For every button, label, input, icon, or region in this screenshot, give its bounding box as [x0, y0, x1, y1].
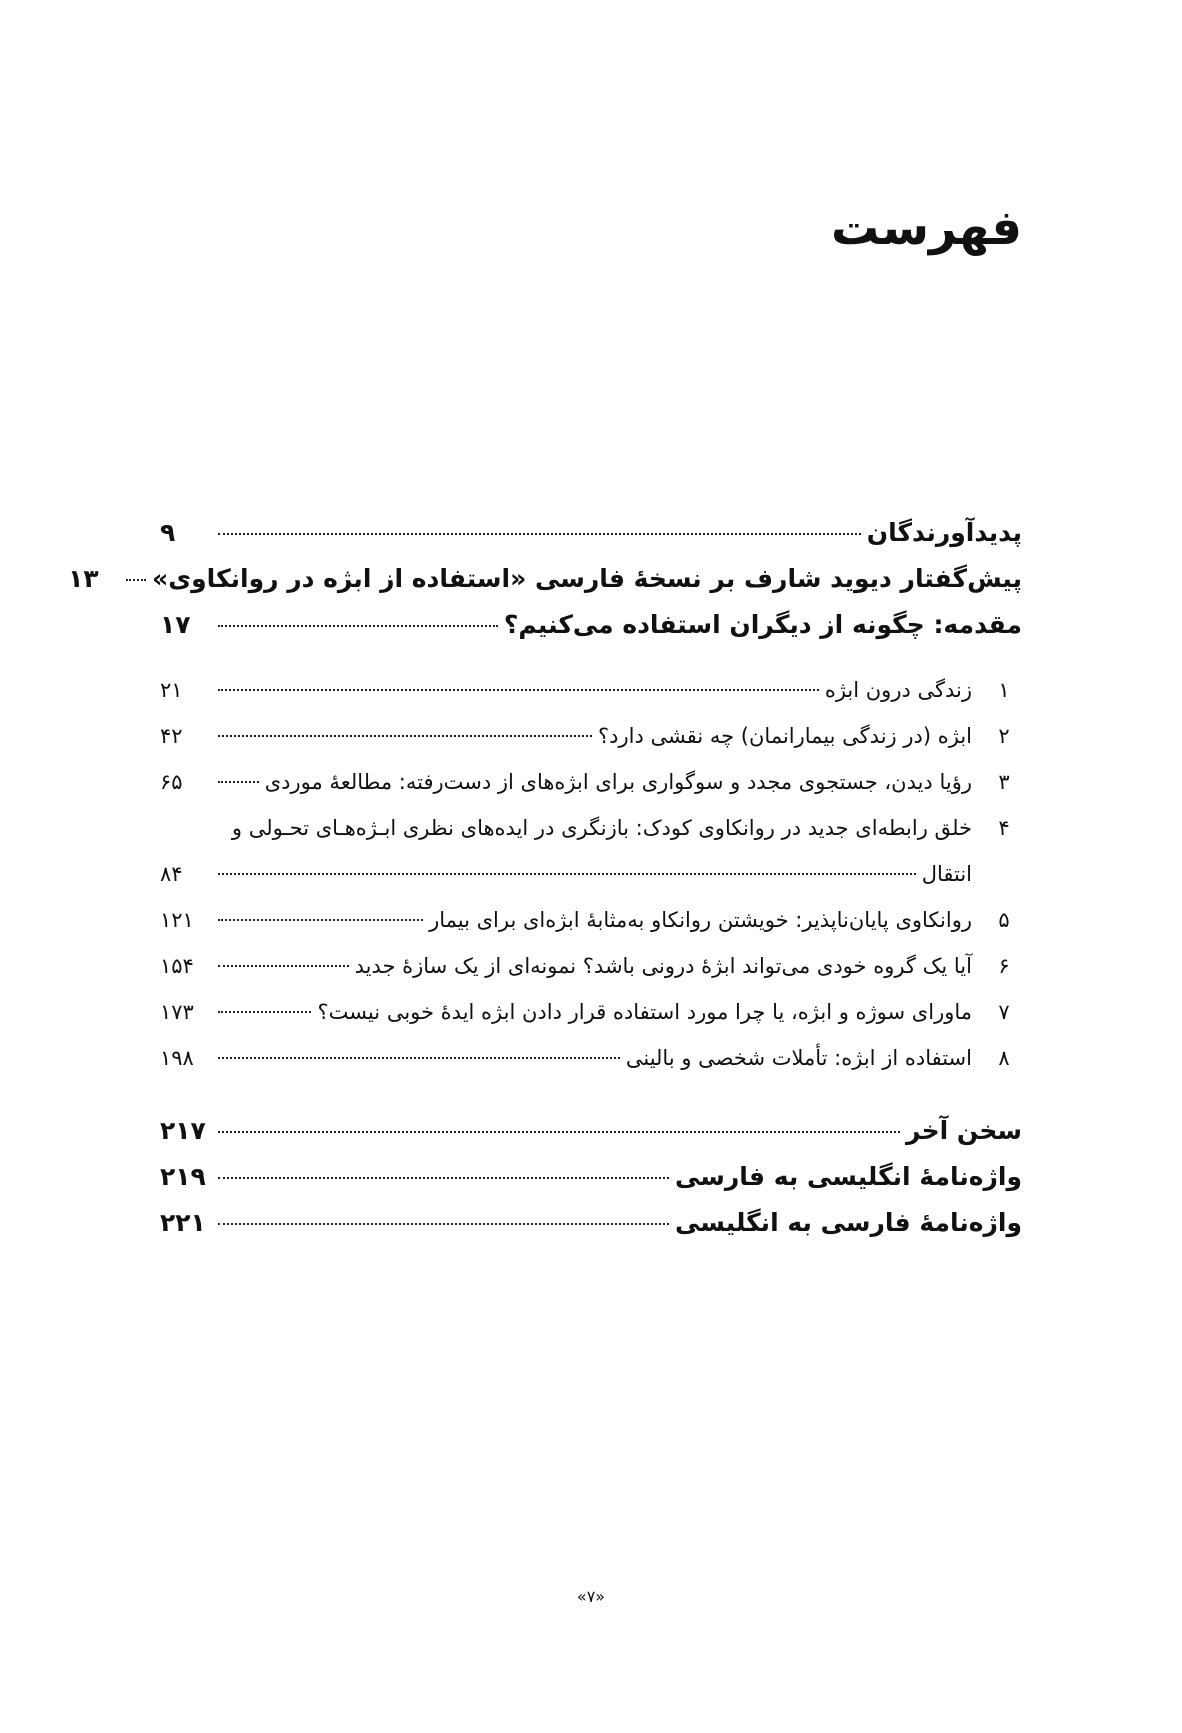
toc-entry-title: سخن آخر — [906, 1116, 1022, 1145]
leader-dots — [218, 965, 349, 967]
toc-chapter-7[interactable] — [160, 1000, 1022, 1046]
toc-entry-title: پیش‌گفتار دیوید شارف بر نسخهٔ فارسی «استفاده از ابژه در روانکاوی» — [152, 564, 1022, 593]
toc-entry-page: ۲۱۹ — [160, 1162, 206, 1191]
toc-entry-page: ۶۵ — [160, 770, 183, 794]
toc-entry-title: خلق رابطه‌ای جدید در روانکاوی کودک: بازنگری در ایده‌های نظری ابـژه‌هـای تحـولی و — [231, 816, 972, 840]
toc-entry-title: آیا یک گروه خودی می‌تواند ابژهٔ درونی باشد؟ نمونه‌ای از یک سازهٔ جدید — [354, 954, 972, 978]
leader-dots — [218, 1131, 900, 1133]
leader-dots — [218, 1177, 669, 1179]
leader-dots — [218, 873, 916, 875]
toc-entry-page: ۱۳ — [68, 564, 99, 593]
toc-entry-title: پدیدآورندگان — [866, 518, 1022, 547]
toc-entry-page: ۱۵۴ — [160, 954, 194, 978]
toc-entry-title: مقدمه: چگونه از دیگران استفاده می‌کنیم؟ — [503, 610, 1022, 639]
toc-entry-foreword[interactable] — [68, 564, 1022, 610]
toc-entry-page: ۱۹۸ — [160, 1046, 194, 1070]
toc-entry-page: ۹ — [160, 518, 176, 547]
toc-entry-page: ۴۲ — [160, 724, 183, 748]
toc-entry-title: رؤیا دیدن، جستجوی مجدد و سوگواری برای ابژه‌های از دست‌رفته: مطالعهٔ موردی — [264, 770, 972, 794]
leader-dots — [126, 579, 146, 581]
chapter-number: ۶ — [998, 954, 1010, 978]
toc-entry-page: ۱۲۱ — [160, 908, 194, 932]
chapter-number: ۳ — [998, 770, 1010, 794]
leader-dots — [218, 735, 592, 737]
leader-dots — [218, 625, 498, 627]
chapter-number: ۲ — [998, 724, 1010, 748]
leader-dots — [218, 533, 861, 535]
toc-entry-title: واژه‌نامهٔ فارسی به انگلیسی — [675, 1208, 1022, 1237]
toc-entry-title: روانکاوی پایان‌ناپذیر: خویشتن روانکاو به‌مثابهٔ ابژه‌ای برای بیمار — [429, 908, 972, 932]
toc-entry-contributors[interactable] — [160, 518, 1022, 564]
toc-entry-page: ۲۱ — [160, 678, 183, 702]
toc-entry-glossary-fa-en[interactable] — [160, 1208, 1022, 1254]
toc-entry-page: ۸۴ — [160, 862, 183, 886]
chapter-number: ۵ — [998, 908, 1010, 932]
chapter-number: ۷ — [998, 1000, 1010, 1024]
leader-dots — [218, 689, 819, 691]
toc-chapter-4[interactable] — [160, 816, 1022, 908]
toc-entry-page: ۱۷ — [160, 610, 191, 639]
toc-entry-title: ماورای سوژه و ابژه، یا چرا مورد استفاده قرار دادن ابژه ایدهٔ خوبی نیست؟ — [317, 1000, 972, 1024]
toc-chapter-8[interactable] — [160, 1046, 1022, 1092]
chapter-number: ۸ — [998, 1046, 1010, 1070]
leader-dots — [218, 781, 259, 783]
toc-entry-title: ابژه (در زندگی بیمارانمان) چه نقشی دارد؟ — [598, 724, 972, 748]
toc-chapter-1[interactable] — [160, 678, 1022, 724]
toc-chapter-6[interactable] — [160, 954, 1022, 1000]
toc-entry-page: ۲۱۷ — [160, 1116, 206, 1145]
page-title: فهرست — [831, 200, 1022, 256]
toc-chapter-3[interactable] — [160, 770, 1022, 816]
toc-entry-title-continued: انتقال — [921, 862, 972, 886]
leader-dots — [218, 1223, 669, 1225]
toc-entry-introduction[interactable] — [160, 610, 1022, 656]
toc-chapter-5[interactable] — [160, 908, 1022, 954]
toc-entry-title: واژه‌نامهٔ انگلیسی به فارسی — [675, 1162, 1022, 1191]
leader-dots — [218, 1011, 311, 1013]
toc-entry-page: ۱۷۳ — [160, 1000, 194, 1024]
toc-entry-title: استفاده از ابژه: تأملات شخصی و بالینی — [625, 1046, 972, 1070]
toc-entry-page: ۲۲۱ — [160, 1208, 206, 1237]
table-of-contents — [68, 518, 1022, 1254]
leader-dots — [218, 919, 423, 921]
toc-chapter-2[interactable] — [160, 724, 1022, 770]
toc-entry-title: زندگی درون ابژه — [824, 678, 972, 702]
chapter-number: ۱ — [998, 678, 1010, 702]
toc-entry-glossary-en-fa[interactable] — [160, 1162, 1022, 1208]
page-number: «۷» — [576, 1587, 606, 1606]
toc-entry-afterword[interactable] — [160, 1116, 1022, 1162]
leader-dots — [218, 1057, 620, 1059]
chapter-number: ۴ — [998, 816, 1010, 840]
